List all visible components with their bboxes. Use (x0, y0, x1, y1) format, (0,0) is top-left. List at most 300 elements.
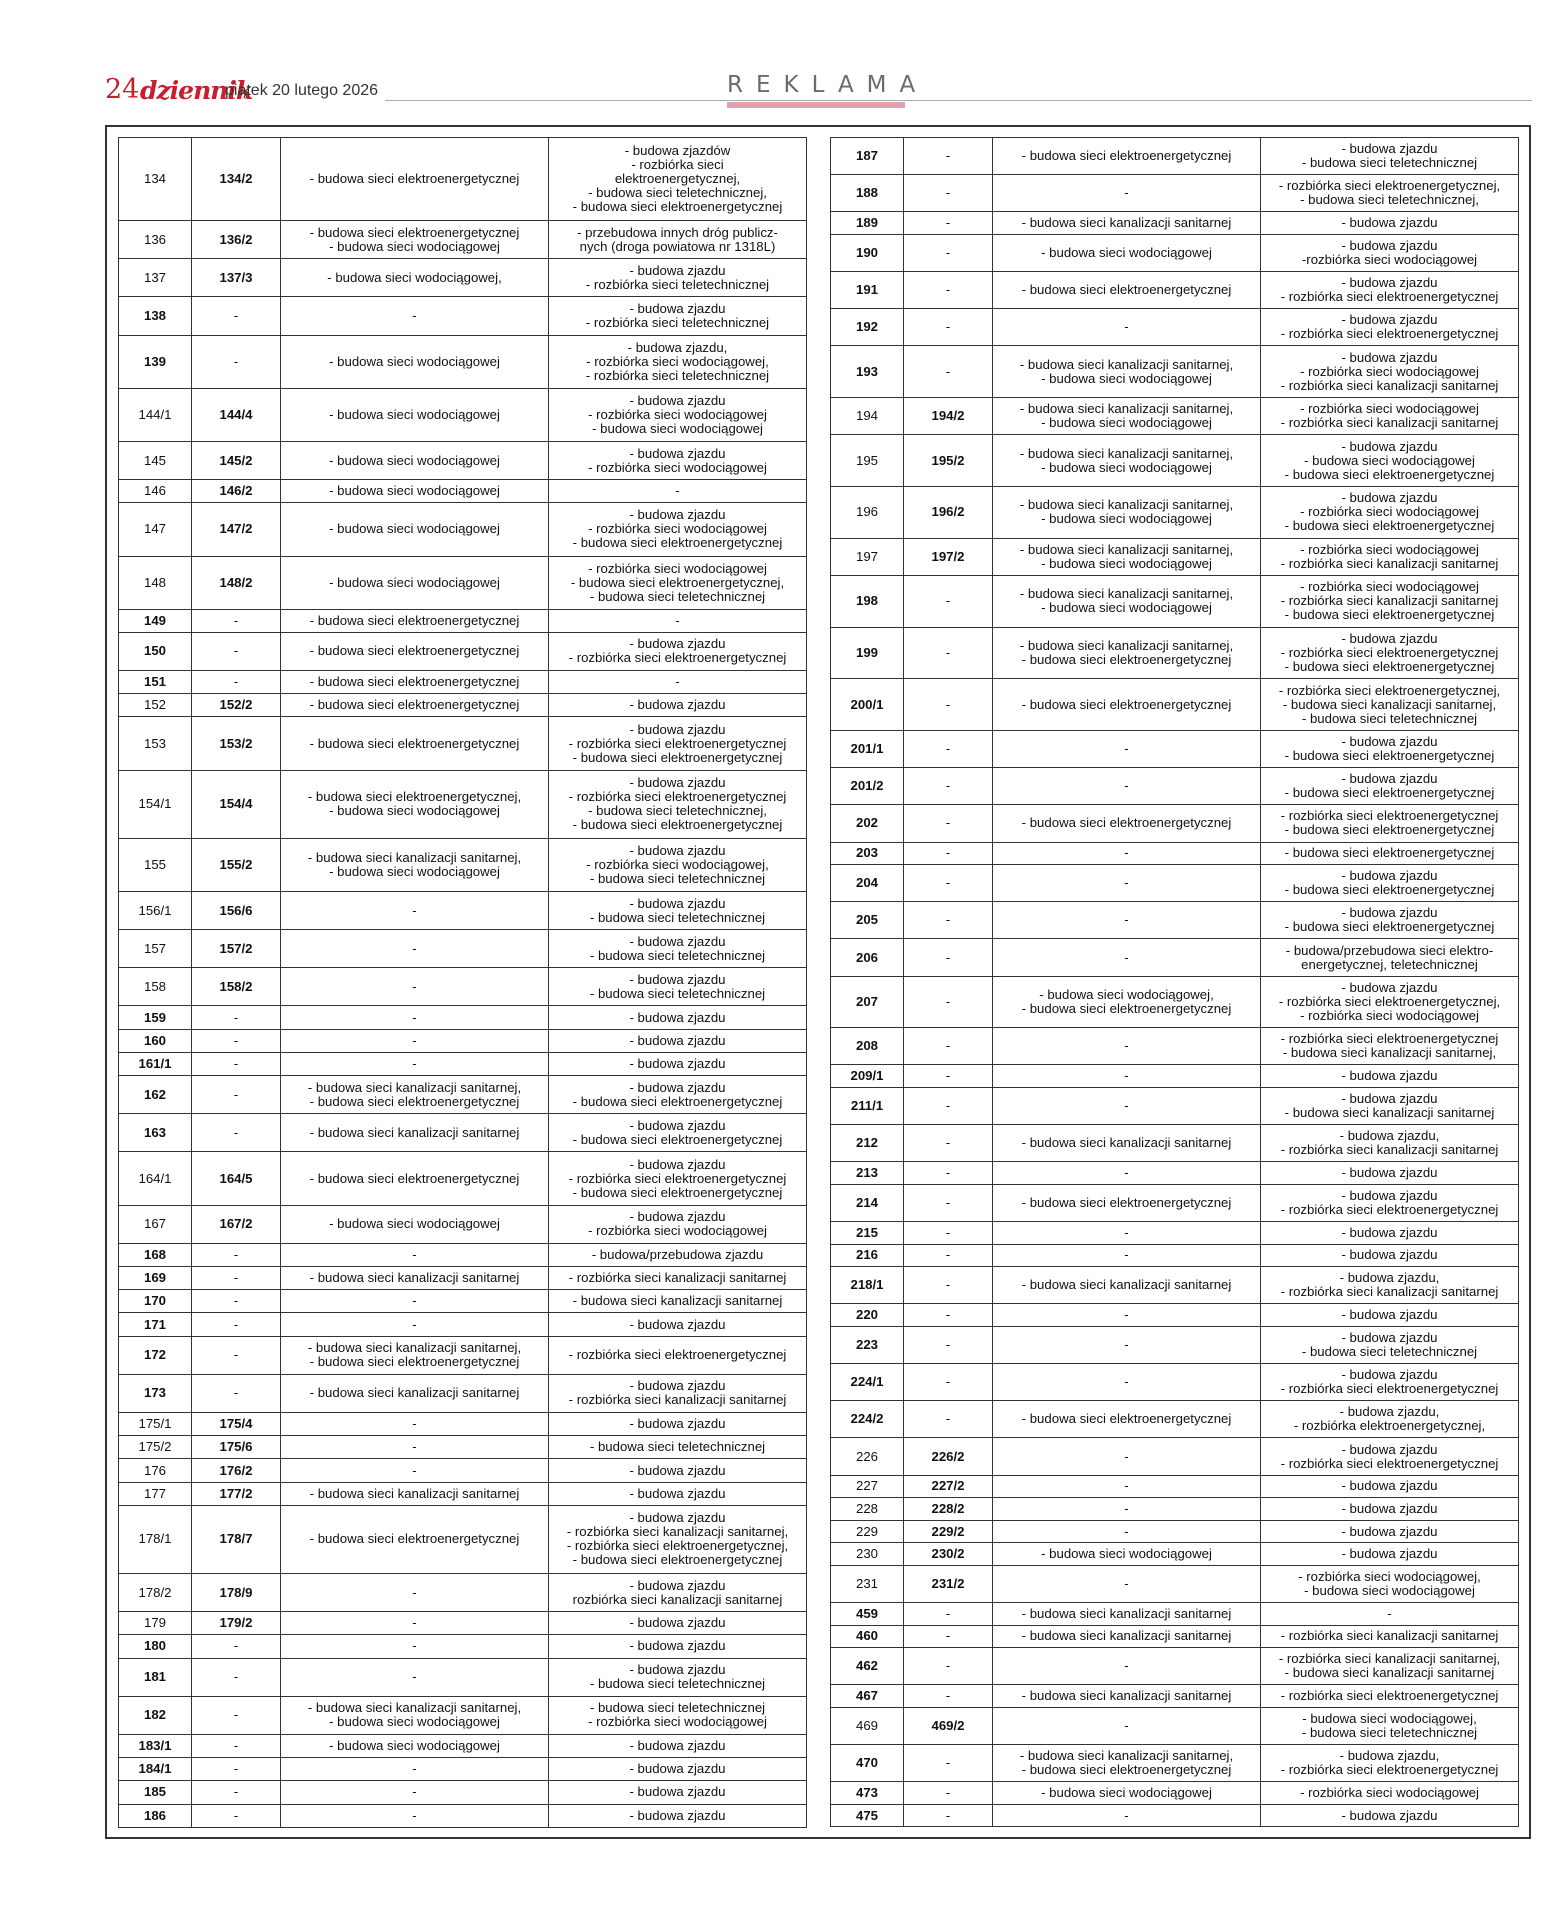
table-row (831, 1782, 1519, 1805)
split-parcel-cell: - (904, 1267, 993, 1304)
outside-works-cell: - budowa zjazdu - budowa sieci teletechnicznej (1261, 138, 1519, 175)
table-row (119, 1243, 807, 1266)
outside-works-cell: - budowa zjazdu (549, 1459, 807, 1482)
page-number: 24 (105, 74, 140, 105)
table-row (119, 1696, 807, 1734)
split-parcel-cell: - (904, 1028, 993, 1065)
outside-works-cell: - budowa zjazdu (549, 1313, 807, 1336)
split-parcel-cell: - (904, 865, 993, 902)
investment-works-cell: - (993, 1244, 1261, 1267)
split-parcel-cell: - (904, 1685, 993, 1708)
table-row (831, 1475, 1519, 1498)
split-parcel-cell: - (904, 1401, 993, 1438)
parcel-number-cell: 204 (831, 865, 904, 902)
investment-works-cell: - (993, 1565, 1261, 1602)
outside-works-cell: - budowa zjazdu (1261, 1065, 1519, 1088)
outside-works-cell: - budowa zjazdu (549, 1734, 807, 1757)
split-parcel-cell: 179/2 (192, 1612, 281, 1635)
outside-works-cell: - budowa zjazdu - budowa sieci elektroenergetycznej (1261, 731, 1519, 768)
parcel-number-cell: 147 (119, 503, 192, 556)
table-row (831, 1364, 1519, 1401)
split-parcel-cell: - (192, 1243, 281, 1266)
table-row (119, 1573, 807, 1611)
outside-works-cell: - rozbiórka sieci kanalizacji sanitarnej (549, 1267, 807, 1290)
split-parcel-cell: - (904, 1222, 993, 1245)
parcel-number-cell: 145 (119, 441, 192, 479)
table-row (119, 930, 807, 968)
outside-works-cell: - budowa zjazdu (1261, 212, 1519, 235)
split-parcel-cell: - (192, 1804, 281, 1827)
parcel-number-cell: 228 (831, 1498, 904, 1521)
parcel-number-cell: 167 (119, 1205, 192, 1243)
table-row (119, 1612, 807, 1635)
investment-works-cell: - (281, 1758, 549, 1781)
parcel-number-cell: 172 (119, 1336, 192, 1374)
investment-works-cell: - (993, 1088, 1261, 1125)
outside-works-cell: - budowa zjazdu (549, 1052, 807, 1075)
outside-works-cell: - budowa zjazdu - budowa sieci teletechnicznej (1261, 1327, 1519, 1364)
parcel-number-cell: 195 (831, 435, 904, 487)
investment-works-cell: - budowa sieci elektroenergetycznej (281, 632, 549, 670)
table-row (119, 441, 807, 479)
outside-works-cell: - budowa zjazdu - rozbiórka sieci wodociągowej (549, 1205, 807, 1243)
split-parcel-cell: - (904, 768, 993, 805)
investment-works-cell: - (993, 768, 1261, 805)
split-parcel-cell: - (904, 731, 993, 768)
investment-works-cell: - (281, 1436, 549, 1459)
outside-works-cell: - budowa zjazdu (549, 1635, 807, 1658)
investment-works-cell: - budowa sieci elektroenergetycznej (993, 1184, 1261, 1221)
outside-works-cell: - rozbiórka sieci elektroenergetycznej, - budowa sieci teletechnicznej, (1261, 175, 1519, 212)
investment-works-cell: - (281, 1459, 549, 1482)
split-parcel-cell: 175/4 (192, 1413, 281, 1436)
parcel-number-cell: 201/2 (831, 768, 904, 805)
table-row (831, 272, 1519, 309)
split-parcel-cell: - (192, 1734, 281, 1757)
split-parcel-cell: 178/9 (192, 1573, 281, 1611)
outside-works-cell: - budowa zjazdów - rozbiórka sieci elektroenergetycznej, - budowa sieci teletechnicznej, - budowa sieci elektroenergetycznej (549, 138, 807, 221)
table-row (119, 891, 807, 929)
table-row (831, 976, 1519, 1028)
split-parcel-cell: 158/2 (192, 968, 281, 1006)
split-parcel-cell: - (904, 272, 993, 309)
table-row (119, 1052, 807, 1075)
split-parcel-cell: - (192, 1696, 281, 1734)
parcel-number-cell: 206 (831, 939, 904, 976)
investment-works-cell: - (993, 731, 1261, 768)
outside-works-cell: - budowa zjazdu - rozbiórka sieci wodociągowej (549, 441, 807, 479)
split-parcel-cell: 178/7 (192, 1505, 281, 1573)
split-parcel-cell: - (904, 1364, 993, 1401)
investment-works-cell: - (281, 297, 549, 335)
outside-works-cell: - budowa sieci elektroenergetycznej (1261, 842, 1519, 865)
table-row (119, 1804, 807, 1827)
investment-works-cell: - (281, 1413, 549, 1436)
investment-works-cell: - budowa sieci kanalizacji sanitarnej (281, 1482, 549, 1505)
table-row (831, 1028, 1519, 1065)
table-row (119, 297, 807, 335)
parcel-number-cell: 136 (119, 221, 192, 259)
table-row (119, 1781, 807, 1804)
investment-works-cell: - (993, 902, 1261, 939)
outside-works-cell: - budowa zjazdu, - rozbiórka sieci elektroenergetycznej (1261, 1745, 1519, 1782)
outside-works-cell: - budowa zjazdu - budowa sieci wodociągowej - budowa sieci elektroenergetycznej (1261, 435, 1519, 487)
outside-works-cell: - budowa zjazdu - budowa sieci teletechnicznej (549, 1658, 807, 1696)
split-parcel-cell: - (904, 1327, 993, 1364)
investment-works-cell: - (993, 1804, 1261, 1827)
split-parcel-cell: 469/2 (904, 1707, 993, 1744)
outside-works-cell: - rozbiórka sieci elektroenergetycznej - budowa sieci elektroenergetycznej (1261, 805, 1519, 842)
split-parcel-cell: 145/2 (192, 441, 281, 479)
investment-works-cell: - (993, 1222, 1261, 1245)
investment-works-cell: - budowa sieci kanalizacji sanitarnej (993, 1125, 1261, 1162)
investment-works-cell: - budowa sieci wodociągowej (281, 556, 549, 609)
split-parcel-cell: - (192, 1267, 281, 1290)
outside-works-cell: - budowa zjazdu (549, 1006, 807, 1029)
outside-works-cell: - budowa zjazdu (1261, 1543, 1519, 1566)
table-row (119, 694, 807, 717)
investment-works-cell: - budowa sieci kanalizacji sanitarnej, - budowa sieci wodociągowej (993, 346, 1261, 398)
parcel-number-cell: 175/1 (119, 1413, 192, 1436)
split-parcel-cell: - (904, 346, 993, 398)
split-parcel-cell: 230/2 (904, 1543, 993, 1566)
parcel-number-cell: 156/1 (119, 891, 192, 929)
investment-works-cell: - (993, 1162, 1261, 1185)
investment-works-cell: - budowa sieci wodociągowej (281, 1734, 549, 1757)
outside-works-cell: - budowa zjazdu - rozbiórka sieci elektroenergetycznej (1261, 1184, 1519, 1221)
table-row (119, 138, 807, 221)
split-parcel-cell: 164/5 (192, 1152, 281, 1205)
split-parcel-cell: - (904, 1648, 993, 1685)
investment-works-cell: - budowa sieci kanalizacji sanitarnej (281, 1114, 549, 1152)
table-row (831, 138, 1519, 175)
parcel-number-cell: 473 (831, 1782, 904, 1805)
investment-works-cell: - (993, 1520, 1261, 1543)
parcel-number-cell: 154/1 (119, 770, 192, 838)
outside-works-cell: - budowa zjazdu (1261, 1498, 1519, 1521)
investment-works-cell: - (993, 865, 1261, 902)
table-row (119, 556, 807, 609)
investment-works-cell: - budowa sieci kanalizacji sanitarnej, - budowa sieci elektroenergetycznej (993, 1745, 1261, 1782)
outside-works-cell: - rozbiórka sieci elektroenergetycznej (549, 1336, 807, 1374)
outside-works-cell: - budowa zjazdu - rozbiórka sieci elektroenergetycznej (1261, 1364, 1519, 1401)
outside-works-cell: - rozbiórka sieci wodociągowej, - budowa sieci wodociągowej (1261, 1565, 1519, 1602)
split-parcel-cell: - (192, 1781, 281, 1804)
table-row (831, 627, 1519, 679)
table-row (119, 1313, 807, 1336)
parcel-number-cell: 164/1 (119, 1152, 192, 1205)
investment-works-cell: - budowa sieci elektroenergetycznej (281, 1505, 549, 1573)
split-parcel-cell: - (192, 1114, 281, 1152)
investment-works-cell: - budowa sieci wodociągowej (993, 1782, 1261, 1805)
outside-works-cell: - rozbiórka sieci elektroenergetycznej (1261, 1685, 1519, 1708)
parcel-number-cell: 191 (831, 272, 904, 309)
investment-works-cell: - (993, 1707, 1261, 1744)
table-row (831, 1125, 1519, 1162)
table-row (119, 503, 807, 556)
parcel-number-cell: 209/1 (831, 1065, 904, 1088)
parcel-number-cell: 184/1 (119, 1758, 192, 1781)
table-row (119, 1658, 807, 1696)
split-parcel-cell: 156/6 (192, 891, 281, 929)
investment-works-cell: - (993, 1028, 1261, 1065)
split-parcel-cell: - (192, 1076, 281, 1114)
parcel-number-cell: 150 (119, 632, 192, 670)
investment-works-cell: - budowa sieci kanalizacji sanitarnej (993, 1625, 1261, 1648)
parcel-number-cell: 197 (831, 538, 904, 575)
table-row (831, 538, 1519, 575)
table-row (119, 1505, 807, 1573)
investment-works-cell: - budowa sieci elektroenergetycznej (993, 679, 1261, 731)
table-row (119, 671, 807, 694)
split-parcel-cell: - (904, 212, 993, 235)
investment-works-cell: - budowa sieci kanalizacji sanitarnej, - budowa sieci wodociągowej (993, 538, 1261, 575)
investment-works-cell: - budowa sieci elektroenergetycznej - budowa sieci wodociągowej (281, 221, 549, 259)
outside-works-cell: - budowa zjazdu - rozbiórka sieci wodociągowej - budowa sieci elektroenergetycznej (1261, 486, 1519, 538)
split-parcel-cell: - (904, 309, 993, 346)
split-parcel-cell: - (192, 297, 281, 335)
outside-works-cell: - rozbiórka sieci wodociągowej - rozbiórka sieci kanalizacji sanitarnej (1261, 538, 1519, 575)
investment-works-cell: - budowa sieci kanalizacji sanitarnej, - budowa sieci wodociągowej (993, 398, 1261, 435)
outside-works-cell: - budowa zjazdu (1261, 1162, 1519, 1185)
investment-works-cell: - budowa sieci elektroenergetycznej (993, 272, 1261, 309)
table-row (831, 842, 1519, 865)
table-row (119, 1290, 807, 1313)
parcel-number-cell: 194 (831, 398, 904, 435)
table-row (831, 939, 1519, 976)
outside-works-cell: - budowa zjazdu (549, 1612, 807, 1635)
split-parcel-cell: - (904, 842, 993, 865)
parcel-number-cell: 159 (119, 1006, 192, 1029)
outside-works-cell: - budowa zjazdu - rozbiórka sieci elektroenergetycznej (1261, 272, 1519, 309)
parcel-number-cell: 214 (831, 1184, 904, 1221)
split-parcel-cell: - (904, 1184, 993, 1221)
outside-works-cell: - budowa sieci teletechnicznej - rozbiórka sieci wodociągowej (549, 1696, 807, 1734)
split-parcel-cell: - (192, 335, 281, 388)
outside-works-cell: - budowa zjazdu, - rozbiórka sieci kanalizacji sanitarnej (1261, 1125, 1519, 1162)
outside-works-cell: - przebudowa innych dróg publicz- nych (droga powiatowa nr 1318L) (549, 221, 807, 259)
parcel-number-cell: 199 (831, 627, 904, 679)
split-parcel-cell: 157/2 (192, 930, 281, 968)
parcel-number-cell: 189 (831, 212, 904, 235)
parcel-number-cell: 138 (119, 297, 192, 335)
investment-works-cell: - (281, 968, 549, 1006)
outside-works-cell: - budowa zjazdu - rozbiórka sieci elektroenergetycznej, - rozbiórka sieci wodociągowej (1261, 976, 1519, 1028)
outside-works-cell: - budowa zjazdu - rozbiórka sieci elektroenergetycznej (549, 632, 807, 670)
split-parcel-cell: 197/2 (904, 538, 993, 575)
table-row (831, 731, 1519, 768)
parcel-number-cell: 198 (831, 575, 904, 627)
issue-date: piątek 20 lutego 2026 (225, 82, 379, 99)
outside-works-cell: - budowa zjazdu - rozbiórka sieci teletechnicznej (549, 259, 807, 297)
split-parcel-cell: - (904, 1304, 993, 1327)
parcel-number-cell: 134 (119, 138, 192, 221)
split-parcel-cell: 146/2 (192, 480, 281, 503)
table-row (119, 1267, 807, 1290)
outside-works-cell: - budowa zjazdu - rozbiórka sieci wodociągowej - rozbiórka sieci kanalizacji sanitarnej (1261, 346, 1519, 398)
parcel-number-cell: 162 (119, 1076, 192, 1114)
table-row (831, 1327, 1519, 1364)
split-parcel-cell: - (904, 627, 993, 679)
outside-works-cell: - budowa zjazdu - rozbiórka sieci wodociągowej, - budowa sieci teletechnicznej (549, 838, 807, 891)
investment-works-cell: - budowa sieci elektroenergetycznej (281, 138, 549, 221)
outside-works-cell: - budowa zjazdu - rozbiórka sieci elektroenergetycznej - budowa sieci elektroenergetycznej (549, 717, 807, 770)
parcel-number-cell: 230 (831, 1543, 904, 1566)
split-parcel-cell: 167/2 (192, 1205, 281, 1243)
split-parcel-cell: 136/2 (192, 221, 281, 259)
investment-works-cell: - (281, 1029, 549, 1052)
table-row (119, 1374, 807, 1412)
outside-works-cell: - budowa zjazdu, - rozbiórka sieci wodociągowej, - rozbiórka sieci teletechnicznej (549, 335, 807, 388)
table-row (831, 902, 1519, 939)
outside-works-cell: - budowa zjazdu - budowa sieci elektroenergetycznej (549, 1076, 807, 1114)
outside-works-cell: - (1261, 1603, 1519, 1626)
table-row (119, 1459, 807, 1482)
parcel-number-cell: 169 (119, 1267, 192, 1290)
split-parcel-cell: - (904, 1782, 993, 1805)
split-parcel-cell: - (904, 1603, 993, 1626)
outside-works-cell: - (549, 609, 807, 632)
parcel-number-cell: 196 (831, 486, 904, 538)
split-parcel-cell: - (192, 1336, 281, 1374)
split-parcel-cell: 175/6 (192, 1436, 281, 1459)
outside-works-cell: - budowa zjazdu (549, 1804, 807, 1827)
table-row (831, 1520, 1519, 1543)
table-row (119, 335, 807, 388)
table-row (831, 1162, 1519, 1185)
investment-works-cell: - budowa sieci elektroenergetycznej (993, 1401, 1261, 1438)
table-row (831, 1184, 1519, 1221)
table-row (119, 1205, 807, 1243)
parcel-number-cell: 153 (119, 717, 192, 770)
outside-works-cell: - budowa zjazdu - rozbiórka sieci kanalizacji sanitarnej (549, 1374, 807, 1412)
investment-works-cell: - budowa sieci wodociągowej, (281, 259, 549, 297)
table-row (119, 388, 807, 441)
investment-works-cell: - (281, 1052, 549, 1075)
table-row (119, 1482, 807, 1505)
table-row (119, 1152, 807, 1205)
outside-works-cell: - budowa zjazdu (549, 1482, 807, 1505)
outside-works-cell: - budowa zjazdu - rozbiórka sieci elektroenergetycznej - budowa sieci elektroenergetycznej (1261, 627, 1519, 679)
parcel-number-cell: 173 (119, 1374, 192, 1412)
table-row (119, 1436, 807, 1459)
investment-works-cell: - budowa sieci kanalizacji sanitarnej (993, 1603, 1261, 1626)
table-row (831, 1625, 1519, 1648)
split-parcel-cell: - (904, 976, 993, 1028)
investment-works-cell: - (281, 930, 549, 968)
split-parcel-cell: 144/4 (192, 388, 281, 441)
investment-works-cell: - (993, 842, 1261, 865)
outside-works-cell: - budowa sieci kanalizacji sanitarnej (549, 1290, 807, 1313)
outside-works-cell: - rozbiórka sieci wodociągowej - budowa sieci elektroenergetycznej, - budowa sieci teletechnicznej (549, 556, 807, 609)
parcel-number-cell: 215 (831, 1222, 904, 1245)
split-parcel-cell: 137/3 (192, 259, 281, 297)
table-row (831, 234, 1519, 271)
table-row (119, 1006, 807, 1029)
outside-works-cell: - budowa zjazdu - rozbiórka sieci teletechnicznej (549, 297, 807, 335)
table-row (831, 1438, 1519, 1475)
parcel-number-cell: 163 (119, 1114, 192, 1152)
parcel-number-cell: 146 (119, 480, 192, 503)
outside-works-cell: - budowa zjazdu (549, 1758, 807, 1781)
outside-works-cell: - budowa zjazdu - rozbiórka sieci elektroenergetycznej - budowa sieci elektroenergetycznej (549, 1152, 807, 1205)
outside-works-cell: - budowa zjazdu (549, 1781, 807, 1804)
table-row (831, 1648, 1519, 1685)
investment-works-cell: - (993, 1065, 1261, 1088)
investment-works-cell: - budowa sieci kanalizacji sanitarnej, - budowa sieci wodociągowej (281, 1696, 549, 1734)
investment-works-cell: - budowa sieci wodociągowej (281, 503, 549, 556)
table-row (831, 1304, 1519, 1327)
outside-works-cell: - budowa zjazdu - rozbiórka sieci wodociągowej - budowa sieci wodociągowej (549, 388, 807, 441)
investment-works-cell: - budowa sieci wodociągowej (281, 388, 549, 441)
table-row (831, 1603, 1519, 1626)
investment-works-cell: - (281, 1635, 549, 1658)
split-parcel-cell: - (192, 671, 281, 694)
outside-works-cell: - rozbiórka sieci kanalizacji sanitarnej, - budowa sieci kanalizacji sanitarnej (1261, 1648, 1519, 1685)
split-parcel-cell: - (192, 1006, 281, 1029)
split-parcel-cell: - (904, 1745, 993, 1782)
page-header (105, 72, 1532, 110)
table-row (831, 679, 1519, 731)
split-parcel-cell: 148/2 (192, 556, 281, 609)
split-parcel-cell: 226/2 (904, 1438, 993, 1475)
split-parcel-cell: - (192, 1052, 281, 1075)
parcel-number-cell: 139 (119, 335, 192, 388)
parcel-table-right (830, 137, 1519, 1827)
parcel-number-cell: 218/1 (831, 1267, 904, 1304)
investment-works-cell: - budowa sieci wodociągowej, - budowa sieci elektroenergetycznej (993, 976, 1261, 1028)
investment-works-cell: - budowa sieci elektroenergetycznej (281, 1152, 549, 1205)
table-row (119, 259, 807, 297)
parcel-number-cell: 179 (119, 1612, 192, 1635)
parcel-number-cell: 180 (119, 1635, 192, 1658)
outside-works-cell: - budowa/przebudowa zjazdu (549, 1243, 807, 1266)
parcel-number-cell: 155 (119, 838, 192, 891)
parcel-number-cell: 170 (119, 1290, 192, 1313)
dziennik-logo: dziennik (140, 76, 253, 105)
investment-works-cell: - budowa sieci elektroenergetycznej (281, 609, 549, 632)
table-row (831, 486, 1519, 538)
table-row (831, 1685, 1519, 1708)
outside-works-cell: - budowa zjazdu (1261, 1520, 1519, 1543)
investment-works-cell: - (281, 1006, 549, 1029)
table-row (119, 480, 807, 503)
parcel-number-cell: 161/1 (119, 1052, 192, 1075)
outside-works-cell: - rozbiórka sieci wodociągowej (1261, 1782, 1519, 1805)
parcel-number-cell: 148 (119, 556, 192, 609)
parcel-table-left (118, 137, 807, 1828)
parcel-number-cell: 175/2 (119, 1436, 192, 1459)
outside-works-cell: - rozbiórka sieci wodociągowej - rozbiórka sieci kanalizacji sanitarnej (1261, 398, 1519, 435)
parcel-number-cell: 178/2 (119, 1573, 192, 1611)
investment-works-cell: - budowa sieci wodociągowej (993, 234, 1261, 271)
parcel-number-cell: 208 (831, 1028, 904, 1065)
parcel-number-cell: 213 (831, 1162, 904, 1185)
investment-works-cell: - budowa sieci kanalizacji sanitarnej (993, 1685, 1261, 1708)
table-row (831, 1498, 1519, 1521)
outside-works-cell: - rozbiórka sieci elektroenergetycznej, - budowa sieci kanalizacji sanitarnej, - budowa sieci teletechnicznej (1261, 679, 1519, 731)
split-parcel-cell: - (904, 575, 993, 627)
investment-works-cell: - budowa sieci elektroenergetycznej (281, 694, 549, 717)
table-row (119, 717, 807, 770)
parcel-number-cell: 229 (831, 1520, 904, 1543)
split-parcel-cell: - (192, 1658, 281, 1696)
parcel-number-cell: 151 (119, 671, 192, 694)
investment-works-cell: - budowa sieci kanalizacji sanitarnej, - budowa sieci wodociągowej (281, 838, 549, 891)
split-parcel-cell: - (904, 1088, 993, 1125)
outside-works-cell: - budowa zjazdu, - rozbiórka sieci kanalizacji sanitarnej (1261, 1267, 1519, 1304)
table-row (831, 1222, 1519, 1245)
